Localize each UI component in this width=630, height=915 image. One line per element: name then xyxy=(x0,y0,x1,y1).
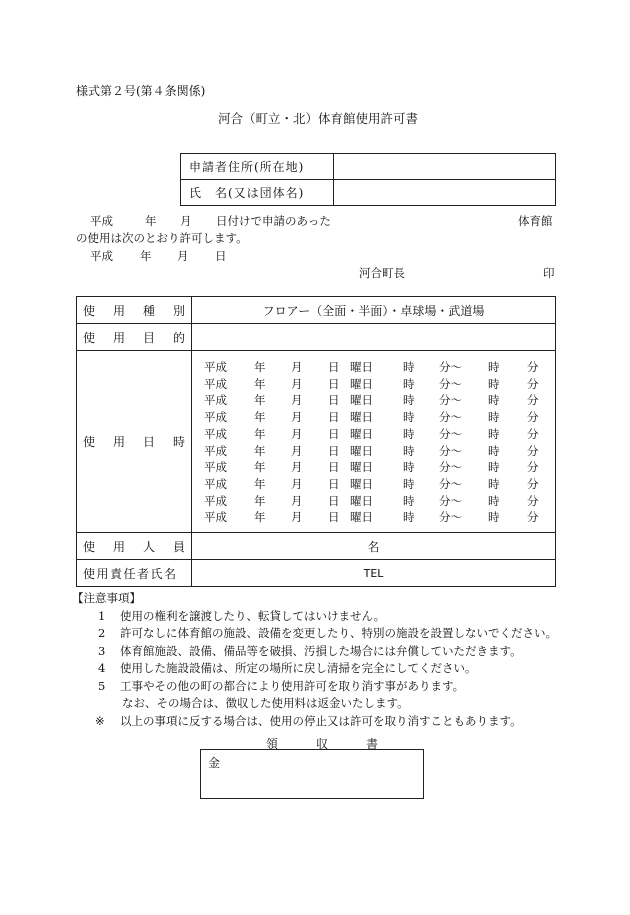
note-item xyxy=(76,713,566,731)
application-statement: 日付けで申請のあった xyxy=(216,214,331,228)
datetime-min2: 分 xyxy=(527,510,539,525)
note-item xyxy=(76,608,566,626)
datetime-month: 月 xyxy=(291,460,303,475)
datetime-min1: 分～ xyxy=(439,410,462,425)
label-char: 人 xyxy=(142,539,155,554)
datetime-year: 年 xyxy=(254,393,266,408)
datetime-hour1: 時 xyxy=(403,443,415,458)
datetime-year: 年 xyxy=(254,460,266,475)
datetime-weekday: 曜日 xyxy=(350,443,373,458)
datetime-hour2: 時 xyxy=(488,443,500,458)
datetime-min2: 分 xyxy=(527,360,539,375)
datetime-year: 年 xyxy=(254,426,266,441)
datetime-month: 月 xyxy=(291,360,303,375)
datetime-year: 年 xyxy=(254,360,266,375)
datetime-era: 平成 xyxy=(204,493,227,508)
datetime-era: 平成 xyxy=(204,393,227,408)
datetime-day: 日 xyxy=(328,376,340,391)
label-char: 別 xyxy=(172,303,185,318)
receipt-title-char: 収 xyxy=(316,737,329,751)
label-char: 用 xyxy=(112,435,125,449)
datetime-hour2: 時 xyxy=(488,393,500,408)
mayor-title: 河合町長 xyxy=(359,266,405,280)
label-char: 使 xyxy=(83,539,96,554)
datetime-day: 日 xyxy=(328,393,340,408)
usage-datetime-entry[interactable] xyxy=(204,408,543,425)
notes-section xyxy=(72,590,566,730)
datetime-day: 日 xyxy=(328,476,340,491)
applicant-address-label: 申請者住所(所在地) xyxy=(181,154,334,180)
datetime-month: 月 xyxy=(291,476,303,491)
usage-datetime-entry[interactable] xyxy=(204,375,543,392)
datetime-era: 平成 xyxy=(204,460,227,475)
datetime-min1: 分～ xyxy=(439,443,462,458)
datetime-hour1: 時 xyxy=(403,510,415,525)
datetime-year: 年 xyxy=(254,476,266,491)
note-subtext: なお、その場合は、徴収した使用料は返金いたします。 xyxy=(122,696,409,710)
usage-datetime-entry[interactable] xyxy=(204,391,543,408)
application-year: 年 xyxy=(145,214,157,228)
datetime-year: 年 xyxy=(254,410,266,425)
applicant-name-row xyxy=(181,180,556,206)
datetime-weekday: 曜日 xyxy=(350,476,373,491)
facility-suffix: 体育館 xyxy=(518,214,553,228)
datetime-min1: 分～ xyxy=(439,476,462,491)
usage-datetime-entry[interactable] xyxy=(204,475,543,492)
usage-purpose-label xyxy=(77,324,192,351)
datetime-month: 月 xyxy=(291,410,303,425)
datetime-month: 月 xyxy=(291,493,303,508)
datetime-hour2: 時 xyxy=(488,376,500,391)
seal-mark: 印 xyxy=(543,266,555,280)
datetime-era: 平成 xyxy=(204,376,227,391)
datetime-hour2: 時 xyxy=(488,493,500,508)
datetime-hour1: 時 xyxy=(403,476,415,491)
datetime-hour2: 時 xyxy=(488,410,500,425)
datetime-hour1: 時 xyxy=(403,426,415,441)
datetime-month: 月 xyxy=(291,426,303,441)
datetime-era: 平成 xyxy=(204,443,227,458)
note-text: 体育館施設、設備、備品等を破損、汚損した場合には弁償していただきます。 xyxy=(120,643,522,658)
datetime-weekday: 曜日 xyxy=(350,360,373,375)
datetime-min1: 分～ xyxy=(439,393,462,408)
label-char: 目 xyxy=(142,330,155,345)
datetime-hour1: 時 xyxy=(403,410,415,425)
datetime-year: 年 xyxy=(254,510,266,525)
receipt-title-char: 領 xyxy=(266,737,279,751)
applicant-name-label: 氏 名(又は団体名) xyxy=(181,180,334,206)
usage-people-label xyxy=(77,533,192,560)
datetime-era: 平成 xyxy=(204,426,227,441)
applicant-table xyxy=(180,153,556,206)
datetime-weekday: 曜日 xyxy=(350,410,373,425)
datetime-weekday: 曜日 xyxy=(350,426,373,441)
label-char: 日 xyxy=(142,435,155,449)
datetime-hour2: 時 xyxy=(488,460,500,475)
label-char: 用 xyxy=(112,539,125,554)
datetime-hour1: 時 xyxy=(403,360,415,375)
datetime-year: 年 xyxy=(254,493,266,508)
datetime-month: 月 xyxy=(291,393,303,408)
usage-table xyxy=(76,296,556,587)
datetime-min2: 分 xyxy=(527,443,539,458)
note-text: 使用の権利を譲渡したり、転貸してはいけません。 xyxy=(120,608,386,623)
note-item xyxy=(76,625,566,643)
usage-datetime-entry[interactable] xyxy=(204,425,543,442)
datetime-month: 月 xyxy=(291,510,303,525)
usage-type-label xyxy=(77,297,192,324)
usage-datetime-entry[interactable] xyxy=(204,492,543,509)
usage-purpose-row xyxy=(77,324,556,351)
usage-datetime-row xyxy=(77,351,556,533)
datetime-min1: 分～ xyxy=(439,493,462,508)
datetime-weekday: 曜日 xyxy=(350,393,373,408)
datetime-min2: 分 xyxy=(527,476,539,491)
notes-heading: 【注意事項】 xyxy=(72,591,141,605)
note-text: 以上の事項に反する場合は、使用の停止又は許可を取り消すこともあります。 xyxy=(120,713,522,728)
note-number: 5 xyxy=(98,678,106,693)
form-number: 様式第２号(第４条関係) xyxy=(76,84,206,98)
datetime-min1: 分～ xyxy=(439,460,462,475)
usage-type-row xyxy=(77,297,556,324)
application-month: 月 xyxy=(180,214,192,228)
applicant-address-row xyxy=(181,154,556,180)
datetime-year: 年 xyxy=(254,443,266,458)
permit-date-era: 平成 xyxy=(90,249,113,263)
datetime-min2: 分 xyxy=(527,393,539,408)
datetime-weekday: 曜日 xyxy=(350,493,373,508)
note-item xyxy=(76,678,566,713)
note-text: 工事やその他の町の都合により使用許可を取り消す事があります。 xyxy=(120,678,465,693)
note-item xyxy=(76,643,566,661)
applicant-name-field[interactable] xyxy=(334,180,556,206)
datetime-min1: 分～ xyxy=(439,510,462,525)
datetime-hour1: 時 xyxy=(403,493,415,508)
applicant-address-field[interactable] xyxy=(334,154,556,180)
note-text: 許可なしに体育館の施設、設備を変更したり、特別の施設を設置しないでください。 xyxy=(120,626,557,640)
label-char: 員 xyxy=(172,539,185,554)
usage-datetime-label xyxy=(77,351,192,533)
note-number: 1 xyxy=(98,608,106,623)
datetime-hour1: 時 xyxy=(403,376,415,391)
datetime-min2: 分 xyxy=(527,460,539,475)
label-char: 使 xyxy=(83,330,96,345)
receipt-title-char: 書 xyxy=(366,737,379,751)
datetime-month: 月 xyxy=(291,443,303,458)
datetime-hour2: 時 xyxy=(488,476,500,491)
datetime-weekday: 曜日 xyxy=(350,460,373,475)
datetime-min1: 分～ xyxy=(439,426,462,441)
datetime-hour2: 時 xyxy=(488,426,500,441)
usage-datetime-entry[interactable] xyxy=(204,458,543,475)
usage-type-options[interactable]: フロアー（全面・半面）・卓球場・武道場 xyxy=(192,297,556,324)
datetime-day: 日 xyxy=(328,443,340,458)
usage-datetime-entry[interactable] xyxy=(204,508,543,525)
datetime-weekday: 曜日 xyxy=(350,510,373,525)
usage-people-row xyxy=(77,533,556,560)
responsible-label: 使用責任者氏名 xyxy=(77,560,192,587)
label-char: 種 xyxy=(142,303,155,318)
note-number: 2 xyxy=(98,626,106,640)
usage-datetime-list xyxy=(192,351,556,533)
label-char: 用 xyxy=(112,303,125,318)
note-number: 4 xyxy=(98,661,106,675)
datetime-day: 日 xyxy=(328,360,340,375)
datetime-day: 日 xyxy=(328,426,340,441)
label-char: 時 xyxy=(172,435,185,449)
usage-datetime-entry[interactable] xyxy=(204,358,543,375)
datetime-era: 平成 xyxy=(204,510,227,525)
permission-statement: の使用は次のとおり許可します。 xyxy=(76,231,248,245)
datetime-day: 日 xyxy=(328,460,340,475)
permit-date-month: 月 xyxy=(177,249,189,263)
note-item xyxy=(76,660,566,678)
label-char: 使 xyxy=(83,435,96,449)
document-title: 河合（町立・北）体育館使用許可書 xyxy=(218,111,419,126)
responsible-tel-field[interactable]: TEL xyxy=(192,560,556,587)
note-text: 使用した施設設備は、所定の場所に戻し清掃を完全にしてください。 xyxy=(120,661,477,675)
datetime-day: 日 xyxy=(328,410,340,425)
datetime-min2: 分 xyxy=(527,493,539,508)
datetime-hour2: 時 xyxy=(488,510,500,525)
datetime-min2: 分 xyxy=(527,410,539,425)
datetime-era: 平成 xyxy=(204,476,227,491)
datetime-hour1: 時 xyxy=(403,460,415,475)
receipt-amount-box[interactable] xyxy=(200,749,424,799)
datetime-era: 平成 xyxy=(204,410,227,425)
label-char: 的 xyxy=(172,330,185,345)
receipt-amount-label: 金 xyxy=(208,756,221,770)
datetime-min1: 分～ xyxy=(439,376,462,391)
permit-date-day: 日 xyxy=(215,249,227,263)
datetime-year: 年 xyxy=(254,376,266,391)
datetime-day: 日 xyxy=(328,493,340,508)
datetime-hour2: 時 xyxy=(488,360,500,375)
datetime-min2: 分 xyxy=(527,376,539,391)
application-era: 平成 xyxy=(90,214,113,228)
datetime-day: 日 xyxy=(328,510,340,525)
datetime-hour1: 時 xyxy=(403,393,415,408)
datetime-min2: 分 xyxy=(527,426,539,441)
usage-purpose-field[interactable] xyxy=(192,324,556,351)
label-char: 使 xyxy=(83,303,96,318)
responsible-row xyxy=(77,560,556,587)
permit-date-year: 年 xyxy=(140,249,152,263)
datetime-min1: 分～ xyxy=(439,360,462,375)
usage-people-field[interactable]: 名 xyxy=(192,533,556,560)
datetime-month: 月 xyxy=(291,376,303,391)
datetime-weekday: 曜日 xyxy=(350,376,373,391)
usage-datetime-entry[interactable] xyxy=(204,442,543,459)
note-number: ※ xyxy=(95,713,105,728)
datetime-era: 平成 xyxy=(204,360,227,375)
label-char: 用 xyxy=(112,330,125,345)
note-number: 3 xyxy=(98,643,106,658)
